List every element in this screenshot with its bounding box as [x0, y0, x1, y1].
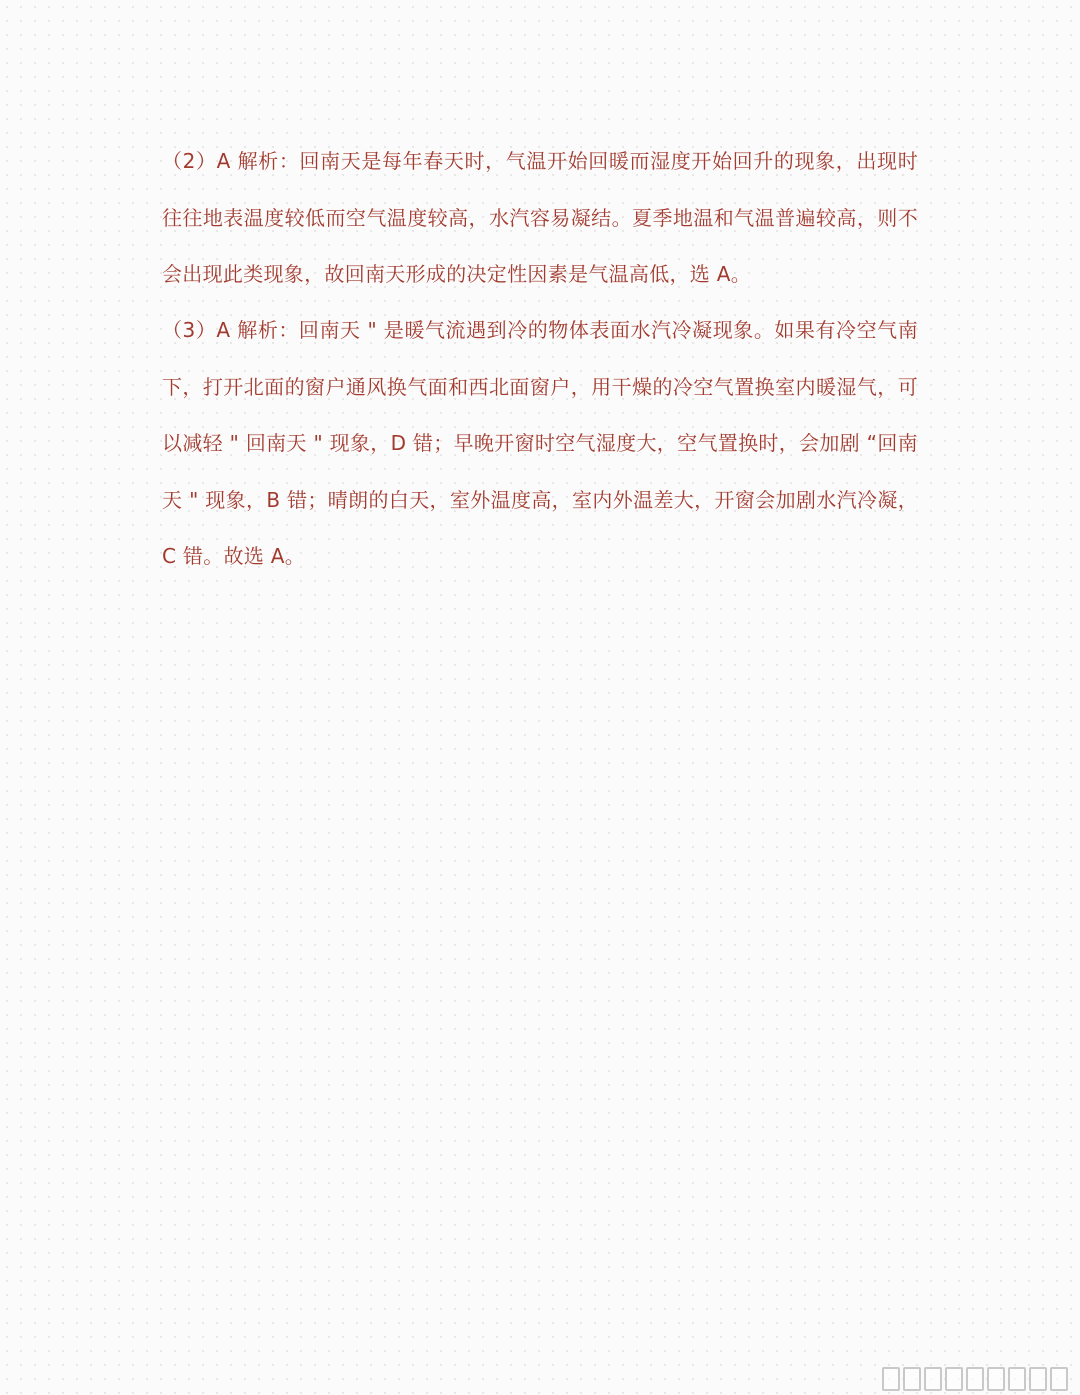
answer-explanation-2 [162, 133, 918, 303]
answer-explanation-3 [162, 302, 918, 585]
answer-text: （2）A 解析：回南天是每年春天时，气温开始回暖而湿度开始回升的现象，出现时往往地表温度较低而空气温度较高，水汽容易凝结。夏季地温和气温普遍较高，则不会出现此类现象，故回南天形成的决定性因素是气温高低，选 A。 [162, 149, 918, 286]
image-stack-icon [882, 1367, 1068, 1391]
answer-text: （3）A 解析：回南天 " 是暖气流遇到冷的物体表面水汽冷凝现象。如果有冷空气南下，打开北面的窗户通风换气面和西北面窗户，用干燥的冷空气置换室内暖湿气，可以减轻 " 回南天 " 现象，D 错；早晚开窗时空气湿度大，空气置换时，会加剧 “回南天 " 现象，B 错；晴朗的白天，室外温度高，室内外温差大，开窗会加剧水汽冷凝，C 错。故选 A。 [162, 318, 918, 568]
